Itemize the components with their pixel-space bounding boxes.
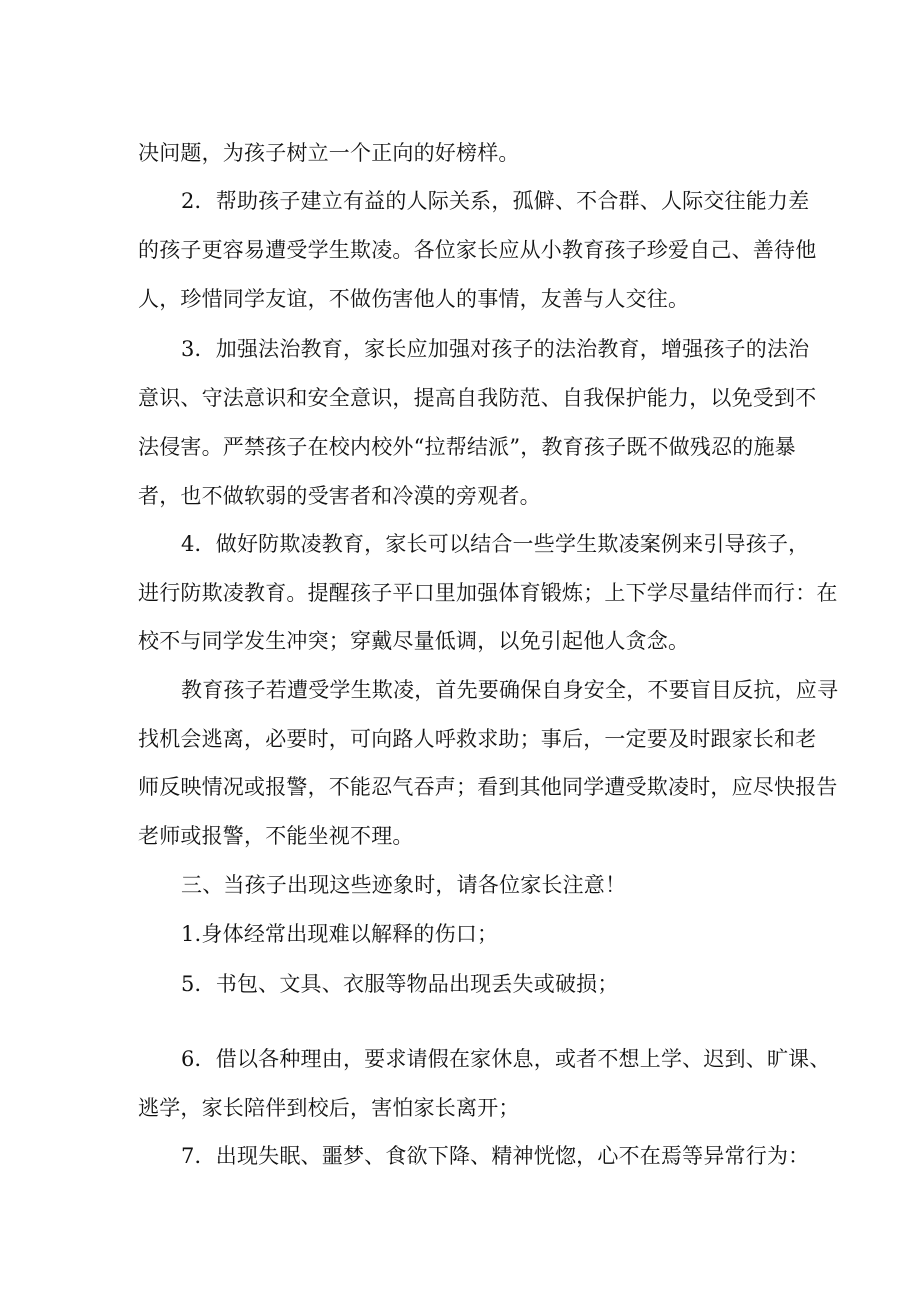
list-item-4: 4．做好防欺凌教育，家长可以结合一些学生欺凌案例来引导孩子， bbox=[181, 532, 810, 556]
list-item-2: 2．帮助孩子建立有益的人际关系，孤僻、不合群、人际交往能力差 bbox=[181, 189, 810, 213]
text-line: 进行防欺凌教育。提醒孩子平口里加强体育锻炼；上下学尽量结伴而行：在 bbox=[138, 581, 838, 605]
text-line: 的孩子更容易遭受学生欺凌。各位家长应从小教育孩子珍爱自己、善待他 bbox=[138, 238, 817, 262]
text-line: 师反映情况或报警，不能忍气吞声；看到其他同学遭受欺凌时，应尽快报告 bbox=[138, 775, 838, 799]
text-line: 法侵害。严禁孩子在校内校外“拉帮结派”，教育孩子既不做残忍的施暴 bbox=[138, 435, 796, 459]
list-item-6: 6．借以各种理由，要求请假在家休息，或者不想上学、迟到、旷课、 bbox=[181, 1047, 831, 1071]
text-line: 决问题，为孩子树立一个正向的好榜样。 bbox=[138, 141, 520, 165]
text-line: 者，也不做软弱的受害者和冷漠的旁观者。 bbox=[138, 484, 541, 508]
text-line: 人，珍惜同学友谊，不做伤害他人的事情，友善与人交往。 bbox=[138, 287, 690, 311]
paragraph-start: 教育孩子若遭受学生欺凌，首先要确保自身安全，不要盲目反抗，应寻 bbox=[181, 678, 839, 702]
list-item-1: 1.身体经常出现难以解释的伤口； bbox=[181, 922, 499, 946]
text-line: 逃学，家长陪伴到校后，害怕家长离开； bbox=[138, 1096, 520, 1120]
text-line: 找机会逃离，必要时，可向路人呼救求助；事后，一定要及时跟家长和老 bbox=[138, 727, 817, 751]
list-item-7: 7．出现失眠、噩梦、食欲下降、精神恍惚，心不在焉等异常行为： bbox=[181, 1144, 810, 1168]
text-line: 老师或报警，不能坐视不理。 bbox=[138, 824, 414, 848]
section-heading: 三、当孩子出现这些迹象时，请各位家长注意！ bbox=[181, 873, 627, 897]
text-line: 意识、守法意识和安全意识，提高自我防范、自我保护能力，以免受到不 bbox=[138, 386, 817, 410]
text-line: 校不与同学发生冲突；穿戴尽量低调，以免引起他人贪念。 bbox=[138, 629, 690, 653]
list-item-3: 3．加强法治教育，家长应加强对孩子的法治教育，增强孩子的法治 bbox=[181, 337, 810, 361]
list-item-5: 5．书包、文具、衣服等物品出现丢失或破损； bbox=[181, 972, 619, 996]
